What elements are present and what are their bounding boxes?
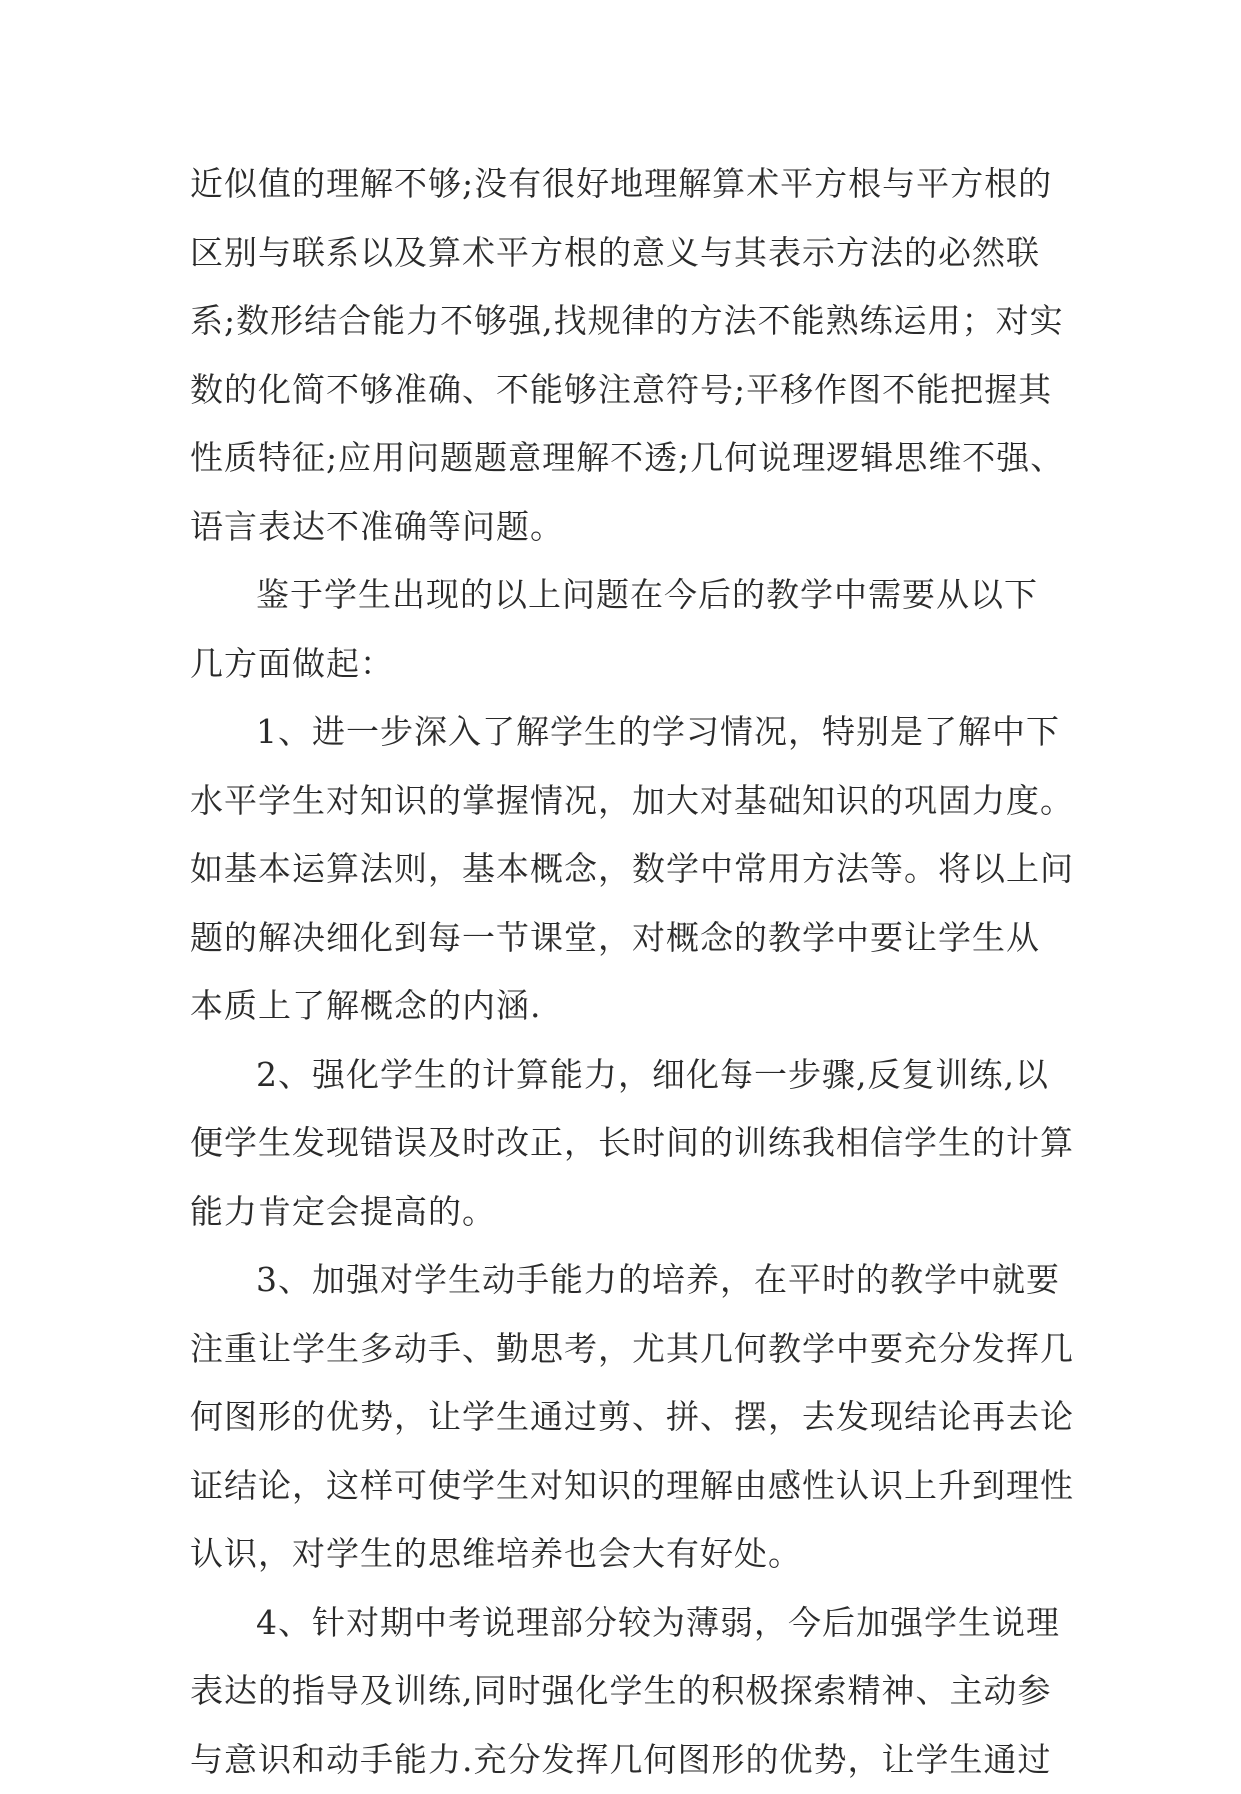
text-line: 能力肯定会提高的。 xyxy=(190,1178,1060,1247)
text-line: 几方面做起： xyxy=(190,630,1060,699)
text-line: 本质上了解概念的内涵. xyxy=(190,972,1060,1041)
paragraph-first-line: 3、加强对学生动手能力的培养，在平时的教学中就要 xyxy=(190,1246,1060,1315)
text-line: 系;数形结合能力不够强,找规律的方法不能熟练运用；对实 xyxy=(190,287,1060,356)
text-line: 语言表达不准确等问题。 xyxy=(190,493,1060,562)
paragraph-first-line: 4、针对期中考说理部分较为薄弱，今后加强学生说理 xyxy=(190,1589,1060,1658)
text-line: 性质特征;应用问题题意理解不透;几何说理逻辑思维不强、 xyxy=(190,424,1060,493)
text-line: 水平学生对知识的掌握情况，加大对基础知识的巩固力度。 xyxy=(190,767,1060,836)
text-line: 表达的指导及训练,同时强化学生的积极探索精神、主动参 xyxy=(190,1657,1060,1726)
text-line: 如基本运算法则，基本概念，数学中常用方法等。将以上问 xyxy=(190,835,1060,904)
text-line: 证结论，这样可使学生对知识的理解由感性认识上升到理性 xyxy=(190,1452,1060,1521)
text-line: 便学生发现错误及时改正，长时间的训练我相信学生的计算 xyxy=(190,1109,1060,1178)
text-line: 题的解决细化到每一节课堂，对概念的教学中要让学生从 xyxy=(190,904,1060,973)
text-line: 认识，对学生的思维培养也会大有好处。 xyxy=(190,1520,1060,1589)
text-line: 何图形的优势，让学生通过剪、拼、摆，去发现结论再去论 xyxy=(190,1383,1060,1452)
paragraph-first-line: 1、进一步深入了解学生的学习情况，特别是了解中下 xyxy=(190,698,1060,767)
text-line: 数的化简不够准确、不能够注意符号;平移作图不能把握其 xyxy=(190,356,1060,425)
text-line: 近似值的理解不够;没有很好地理解算术平方根与平方根的 xyxy=(190,150,1060,219)
text-line: 与意识和动手能力.充分发挥几何图形的优势，让学生通过 xyxy=(190,1726,1060,1794)
text-line: 注重让学生多动手、勤思考，尤其几何教学中要充分发挥几 xyxy=(190,1315,1060,1384)
document-page xyxy=(190,150,1060,1794)
text-line: 区别与联系以及算术平方根的意义与其表示方法的必然联 xyxy=(190,219,1060,288)
paragraph-first-line: 鉴于学生出现的以上问题在今后的教学中需要从以下 xyxy=(190,561,1060,630)
paragraph-first-line: 2、强化学生的计算能力，细化每一步骤,反复训练,以 xyxy=(190,1041,1060,1110)
